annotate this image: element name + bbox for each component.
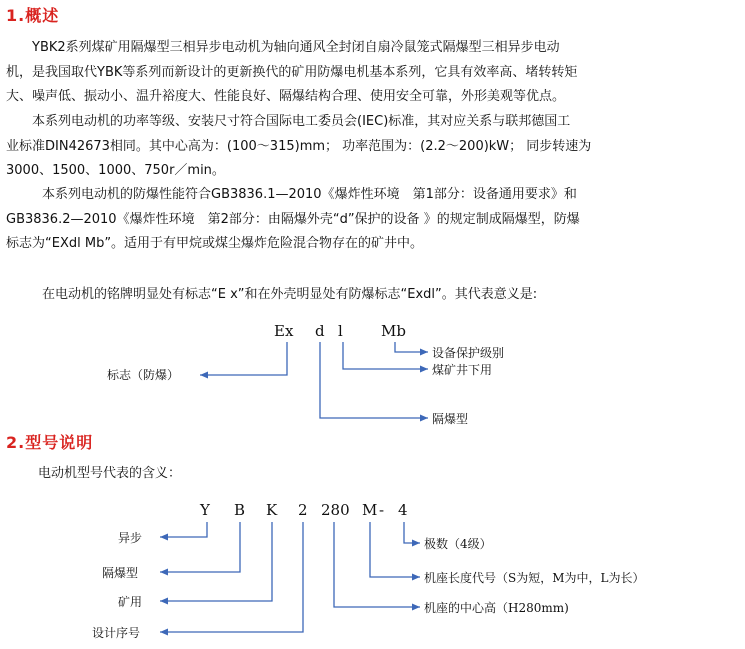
marking-label-mb: 设备保护级别 [432,346,505,360]
model-code-4: 4 [398,501,408,519]
marking-code-ex: Ex [274,322,294,340]
marking-label-l: 煤矿井下用 [432,363,493,377]
model-label-k: 矿用 [118,595,143,609]
paragraph-line: 本系列电动机的防爆性能符合GB3836.1—2010《爆炸性环境 第1部分：设备通用要求》和 [42,187,577,202]
marking-lead-text: 在电动机的铭牌明显处有标志“E x”和在外壳明显处有防爆标志“Exdl”。其代表意义是: [42,287,538,302]
model-label-m: 机座长度代号（S为短，M为中，L为长） [424,571,645,585]
marking-code-mb: Mb [381,322,406,340]
model-code-dash: - [379,501,385,519]
model-code-b: B [234,501,246,519]
model-label-2: 设计序号 [92,626,141,640]
paragraph-line: 大、噪声低、振动小、温升裕度大、性能良好、隔爆结构合理、使用安全可靠，外形美观等优点。 [6,89,566,104]
connector-b [160,522,240,572]
model-code-m: M [362,501,378,519]
paragraph-standards [6,110,739,184]
model-label-4: 极数（4级） [424,537,492,551]
model-code-2: 2 [298,501,308,519]
connector-2 [160,522,303,632]
marking-label-d: 隔爆型 [432,412,469,426]
model-code-k: K [266,501,278,519]
marking-code-l: l [338,322,343,340]
model-label-y: 异步 [118,531,143,545]
paragraph-line: 本系列电动机的功率等级、安装尺寸符合国际电工委员会(IEC)标准，其对应关系与联邦德国工 [32,114,571,129]
marking-label-ex: 标志（防爆） [107,368,180,382]
connector-280 [334,522,420,607]
paragraph-intro [6,36,739,110]
paragraph-line: 业标准DIN42673相同。其中心高为：(100～315)mm； 功率范围为：(2.2～200)kW； 同步转速为 [6,138,592,154]
model-label-b: 隔爆型 [102,566,139,580]
section-title-overview: 1.概述 [6,6,60,25]
paragraph-line: YBK2系列煤矿用隔爆型三相异步电动机为轴向通风全封闭自扇冷鼠笼式隔爆型三相异步电动 [32,40,560,55]
paragraph-line: 机，是我国取代YBK等系列而新设计的更新换代的矿用防爆电机基本系列，它具有效率高、堵转转矩 [6,64,578,80]
model-lead-text: 电动机型号代表的含义： [38,466,182,481]
paragraph-line: 标志为“EXdl Mb”。适用于有甲烷或煤尘爆炸危险混合物存在的矿井中。 [6,236,424,251]
connector-m [370,522,420,577]
connector-d [320,342,428,418]
paragraph-line: GB3836.2—2010《爆炸性环境 第2部分：由隔爆外壳“d”保护的设备 》的规定制成隔爆型，防爆 [6,211,580,227]
model-label-280: 机座的中心高（H280mm) [424,601,569,615]
paragraph-explosion-proof [6,183,739,257]
marking-code-d: d [315,322,325,340]
connector-k [160,522,272,601]
section-title-model: 2.型号说明 [6,433,94,452]
connector-l [343,342,428,369]
model-code-y: Y [200,501,210,519]
model-code-280: 280 [321,501,350,519]
connector-ex [200,342,287,375]
paragraph-line: 3000、1500、1000、750r／min。 [6,163,225,178]
